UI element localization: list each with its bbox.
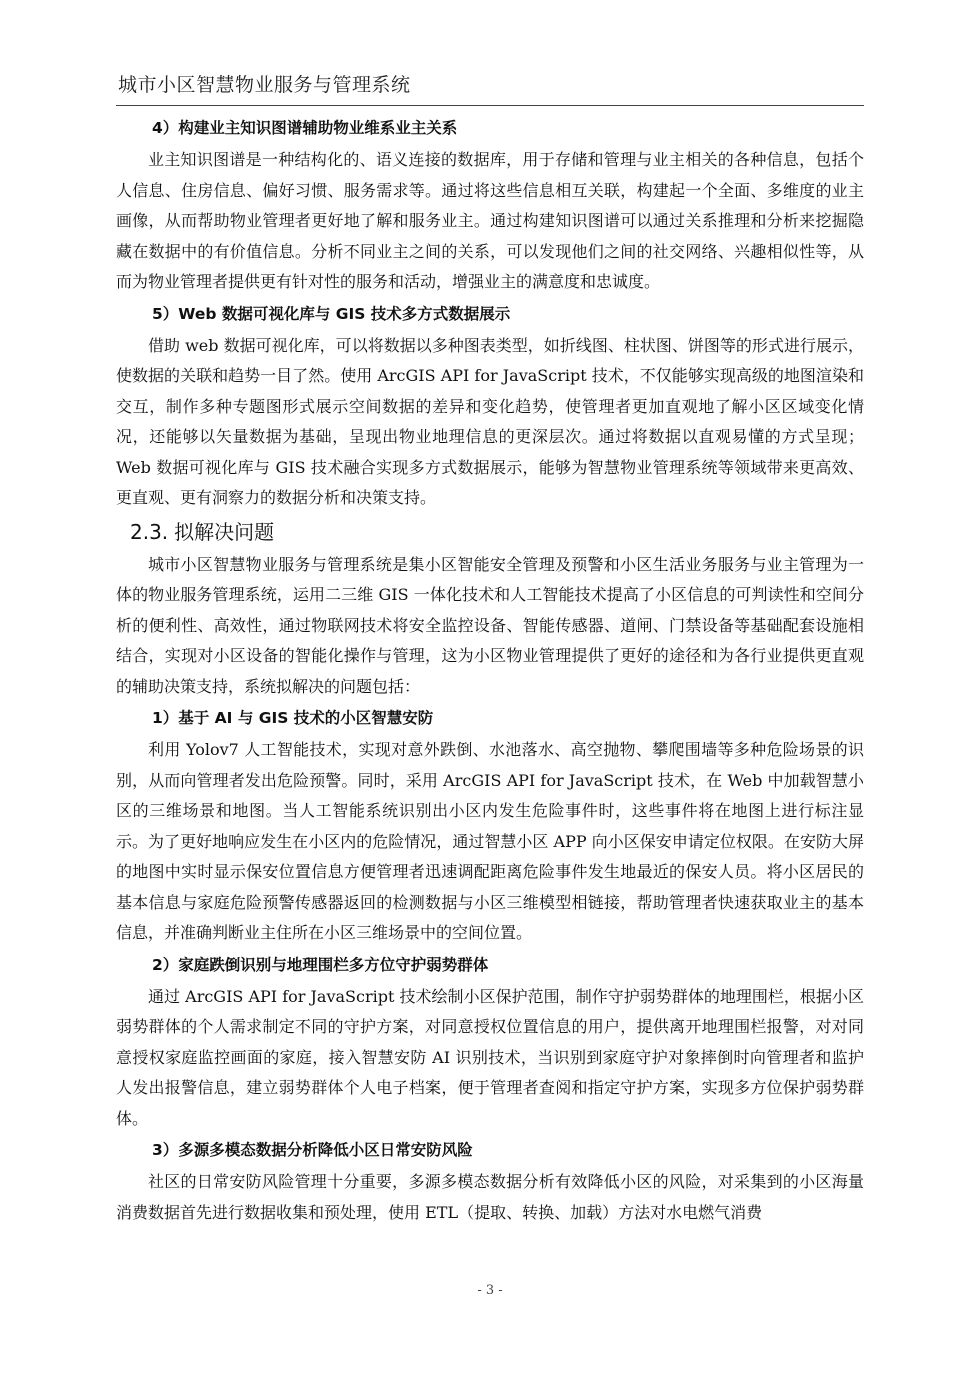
paragraph-smart-security: 利用 Yolov7 人工智能技术，实现对意外跌倒、水池落水、高空抛物、攀爬围墙等多种危险场景的识别，从而向管理者发出危险预警。同时，采用 ArcGIS API for JavaScript 技术，在 Web 中加载智慧小区的三维场景和地图。当人工智能系统识别出小区内发生危险事件时，这些事件将在地图上进行标注显示。为了更好地响应发生在小区内的危险情况，通过智慧小区 APP 向小区保安申请定位权限。在安防大屏的地图中实时显示保安位置信息方便管理者迅速调配距离危险事件发生地最近的保安人员。将小区居民的基本信息与家庭危险预警传感器返回的检测数据与小区三维模型相链接，帮助管理者快速获取业主的基本信息，并准确判断业主住所在小区三维场景中的空间位置。 bbox=[116, 740, 864, 942]
subheading-owner-knowledge-graph: 4）构建业主知识图谱辅助物业维系业主关系 bbox=[152, 119, 458, 137]
page-body bbox=[116, 112, 864, 1228]
subheading-smart-security: 1）基于 AI 与 GIS 技术的小区智慧安防 bbox=[152, 709, 434, 727]
section-number: 2.3. bbox=[130, 519, 169, 544]
paragraph-section-intro: 城市小区智慧物业服务与管理系统是集小区智能安全管理及预警和小区生活业务服务与业主管理为一体的物业服务管理系统，运用二三维 GIS 一体化技术和人工智能技术提高了小区信息的可判读性和空间分析的便利性、高效性，通过物联网技术将安全监控设备、智能传感器、道闸、门禁设备等基础配套设施相结合，实现对小区设备的智能化操作与管理，这为小区物业管理提供了更好的途径和为各行业提供更直观的辅助决策支持，系统拟解决的问题包括： bbox=[116, 554, 864, 696]
section-title: 拟解决问题 bbox=[174, 519, 275, 544]
paragraph-knowledge-graph: 业主知识图谱是一种结构化的、语义连接的数据库，用于存储和管理与业主相关的各种信息，包括个人信息、住房信息、偏好习惯、服务需求等。通过将这些信息相互关联，构建起一个全面、多维度的业主画像，从而帮助物业管理者更好地了解和服务业主。通过构建知识图谱可以通过关系推理和分析来挖掘隐藏在数据中的有价值信息。分析不同业主之间的关系，可以发现他们之间的社交网络、兴趣相似性等，从而为物业管理者提供更有针对性的服务和活动，增强业主的满意度和忠诚度。 bbox=[116, 150, 864, 291]
paragraph-web-visualization: 借助 web 数据可视化库，可以将数据以多种图表类型，如折线图、柱状图、饼图等的形式进行展示，使数据的关联和趋势一目了然。使用 ArcGIS API for JavaScript 技术，不仅能够实现高级的地图渲染和交互，制作多种专题图形式展示空间数据的差异和变化趋势，使管理者更加直观地了解小区区域变化情况，还能够以矢量数据为基础，呈现出物业地理信息的更深层次。通过将数据以直观易懂的方式呈现；Web 数据可视化库与 GIS 技术融合实现多方式数据展示，能够为智慧物业管理系统等领域带来更高效、更直观、更有洞察力的数据分析和决策支持。 bbox=[116, 335, 864, 507]
paragraph-multimodal-analysis: 社区的日常安防风险管理十分重要，多源多模态数据分析有效降低小区的风险，对采集到的小区海量消费数据首先进行数据收集和预处理，使用 ETL（提取、转换、加载）方法对水电燃气消费 bbox=[116, 1172, 864, 1222]
subheading-web-visualization: 5）Web 数据可视化库与 GIS 技术多方式数据展示 bbox=[152, 304, 511, 323]
paragraph-fall-detection-geofence: 通过 ArcGIS API for JavaScript 技术绘制小区保护范围，制作守护弱势群体的地理围栏，根据小区弱势群体的个人需求制定不同的守护方案，对同意授权位置信息的用户，提供离开地理围栏报警，对对同意授权家庭监控画面的家庭，接入智慧安防 AI 识别技术，当识别到家庭守护对象摔倒时向管理者和监护人发出报警信息，建立弱势群体个人电子档案，便于管理者查阅和指定守护方案，实现多方位保护弱势群体。 bbox=[116, 986, 864, 1128]
page-number: - 3 - bbox=[477, 1283, 503, 1298]
subheading-multimodal-analysis: 3）多源多模态数据分析降低小区日常安防风险 bbox=[152, 1141, 473, 1159]
header-divider bbox=[116, 105, 864, 106]
subheading-fall-detection-geofence: 2）家庭跌倒识别与地理围栏多方位守护弱势群体 bbox=[152, 955, 489, 974]
section-heading bbox=[116, 514, 864, 550]
running-header-title: 城市小区智慧物业服务与管理系统 bbox=[118, 74, 411, 96]
